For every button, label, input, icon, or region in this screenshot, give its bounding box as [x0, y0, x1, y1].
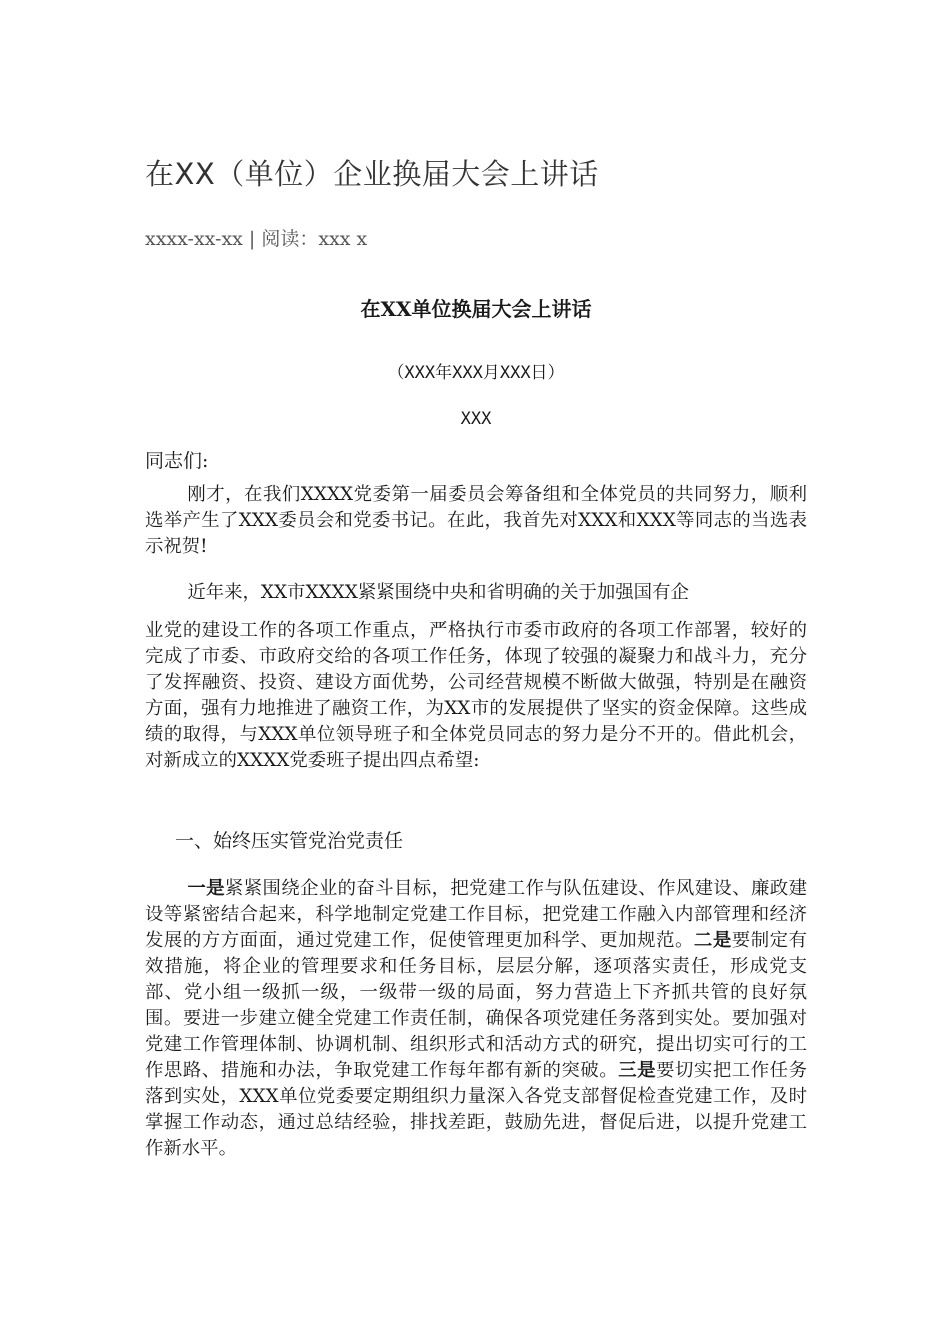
paragraph-2-first-line: 近年来，XX市XXXX紧紧围绕中央和省明确的关于加强国有企 [187, 582, 689, 603]
paragraph-1: 刚才，在我们XXXX党委第一届委员会筹备组和全体党员的共同努力，顺利选举产生了XXX委员会和党委书记。在此，我首先对XXX和XXX等同志的当选表示祝贺! [145, 484, 807, 557]
section-1-text-2: 要制定有效措施，将企业的管理要求和任务目标，层层分解，逐项落实责任，形成党支部、党小组一级抓一级，一级带一级的局面，努力营造上下齐抓共管的良好氛围。要进一步建立健全党建工作责任制，确保各项党建任务落到实处。要加强对党建工作管理体制、协调机制、组织形式和活动方式的研究，提出切实可行的工作思路、措施和办法，争取党建工作每年都有新的突破。 [145, 930, 807, 1081]
lead-phrase-1: 一是 [187, 878, 225, 899]
section-1-text-1: 紧紧围绕企业的奋斗目标，把党建工作与队伍建设、作风建设、廉政建设等紧密结合起来，科学地制定党建工作目标，把党建工作融入内部管理和经济发展的方方面面，通过党建工作，促使管理更加科学、更加规范。 [145, 878, 807, 951]
article-title: 在XX（单位）企业换届大会上讲话 [145, 157, 599, 191]
lead-phrase-2: 二是 [693, 930, 732, 951]
document-title: 在XX单位换届大会上讲话 [360, 297, 592, 321]
lead-phrase-3: 三是 [618, 1060, 657, 1081]
section-1-body [145, 876, 807, 1162]
salutation: 同志们: [145, 450, 209, 472]
article-meta: xxxx-xx-xx | 阅读：xxx x [145, 228, 368, 250]
paragraph-2-continued: 业党的建设工作的各项工作重点，严格执行市委市政府的各项工作部署，较好的完成了市委、市政府交给的各项工作任务，体现了较强的凝聚力和战斗力，充分了发挥融资、投资、建设方面优势，公司经营规模不断做大做强，特别是在融资方面，强有力地推进了融资工作，为XX市的发展提供了坚实的资金保障。这些成绩的取得，与XXX单位领导班子和全体党员同志的努力是分不开的。借此机会，对新成立的XXXX党委班子提出四点希望: [145, 620, 807, 771]
section-1-text-3: 要切实把工作任务落到实处，XXX单位党委要定期组织力量深入各党支部督促检查党建工作，及时掌握工作动态，通过总结经验，排找差距，鼓励先进，督促后进，以提升党建工作新水平。 [145, 1060, 807, 1159]
section-1-heading: 一、始终压实管党治党责任 [175, 830, 404, 852]
document-date: （XXX年XXX月XXX日） [387, 363, 565, 383]
document-author: XXX [460, 409, 492, 429]
